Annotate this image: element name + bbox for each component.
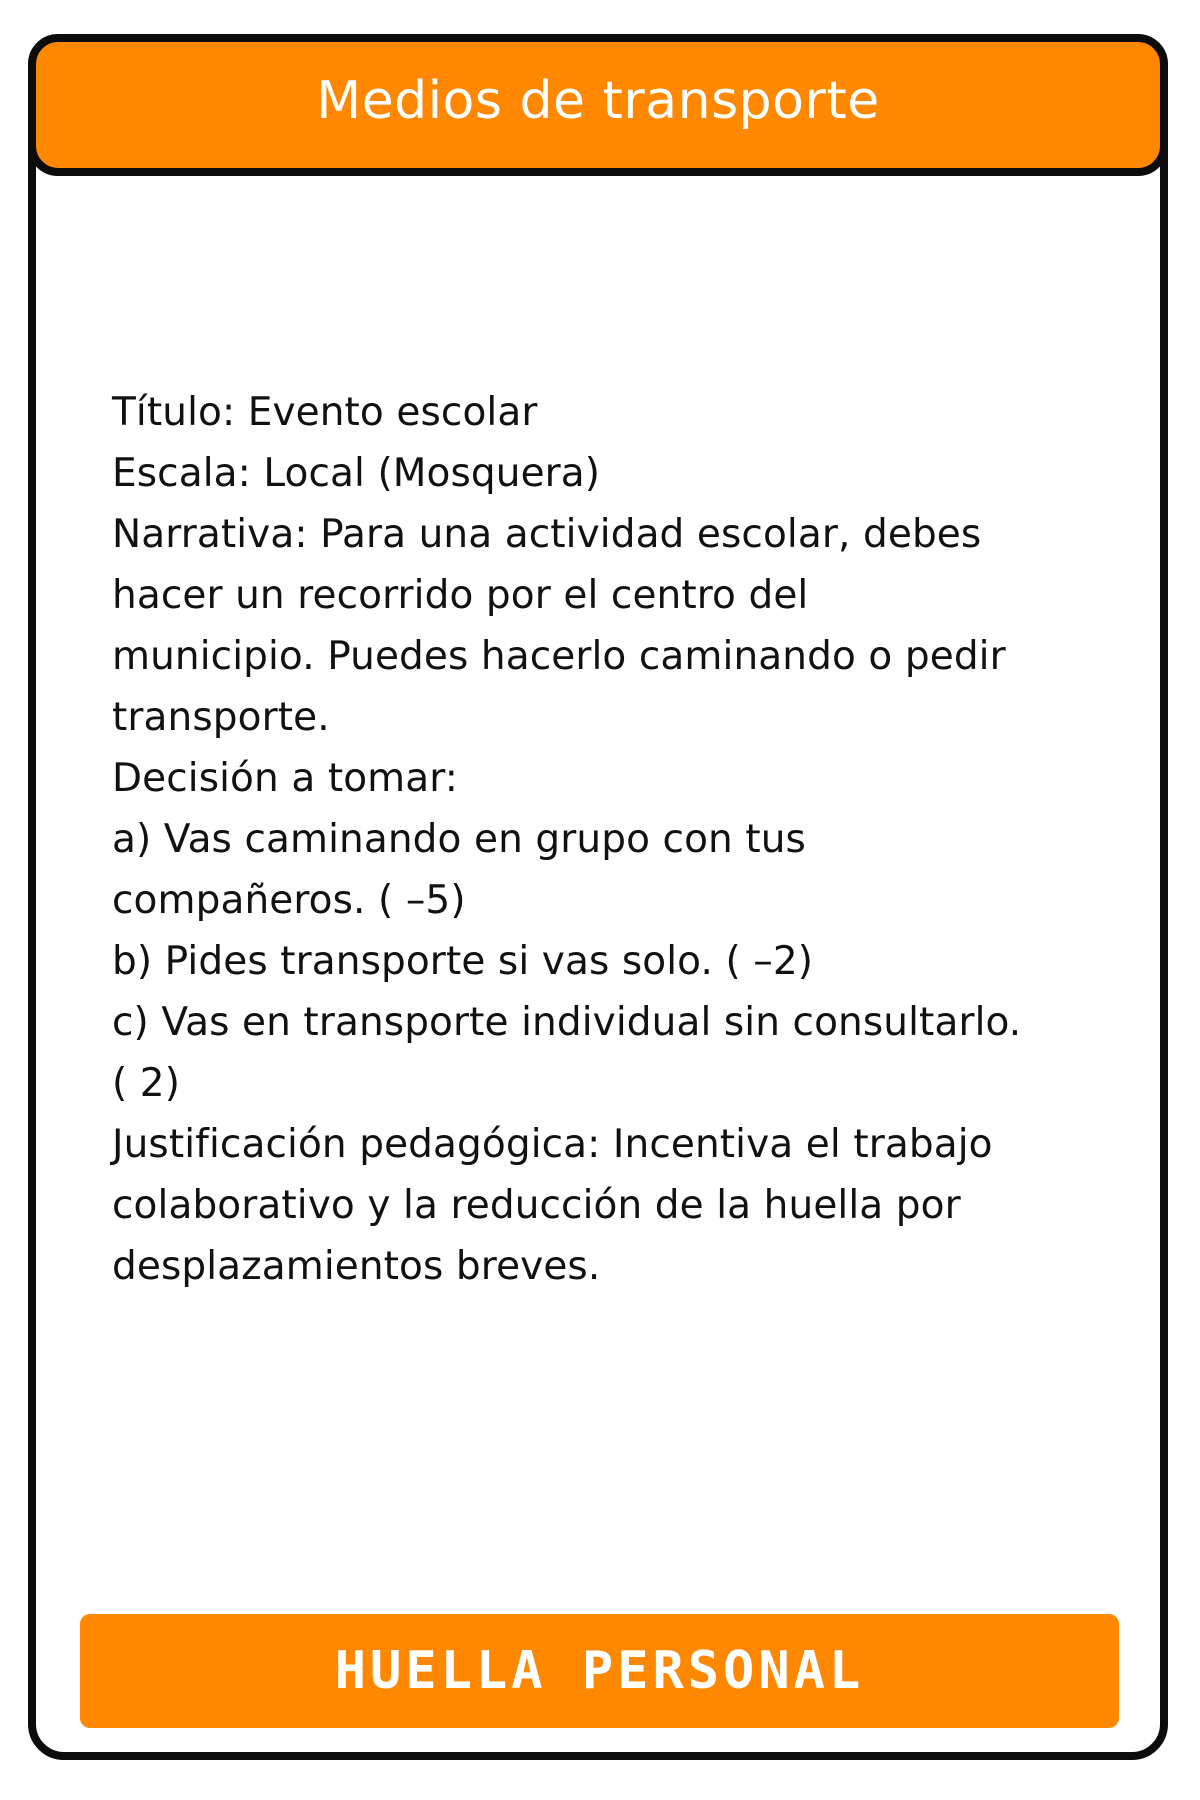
option-a-line-1: a) Vas caminando en grupo con tus <box>112 817 806 862</box>
narrative-line-4: transporte. <box>112 695 330 740</box>
footer-label: HUELLA PERSONAL <box>334 1641 865 1701</box>
card-header <box>28 34 1168 176</box>
card-body <box>112 382 1112 1297</box>
option-b-line: b) Pides transporte si vas solo. ( –2) <box>112 939 814 984</box>
decision-heading: Decisión a tomar: <box>112 756 458 801</box>
huella-personal-button[interactable] <box>80 1614 1119 1728</box>
card-title: Medios de transporte <box>316 71 880 131</box>
justification-line-1: Justificación pedagógica: Incentiva el trabajo <box>112 1122 993 1167</box>
option-a-line-2: compañeros. ( –5) <box>112 878 466 923</box>
narrative-line-3: municipio. Puedes hacerlo caminando o pedir <box>112 634 1006 679</box>
title-line: Título: Evento escolar <box>112 390 538 435</box>
narrative-line-2: hacer un recorrido por el centro del <box>112 573 809 618</box>
justification-line-2: colaborativo y la reducción de la huella por <box>112 1183 961 1228</box>
justification-line-3: desplazamientos breves. <box>112 1244 601 1289</box>
scale-line: Escala: Local (Mosquera) <box>112 451 601 496</box>
narrative-line-1: Narrativa: Para una actividad escolar, debes <box>112 512 982 557</box>
option-c-line-1: c) Vas en transporte individual sin consultarlo. <box>112 1000 1022 1045</box>
option-c-line-2: ( 2) <box>112 1061 181 1106</box>
